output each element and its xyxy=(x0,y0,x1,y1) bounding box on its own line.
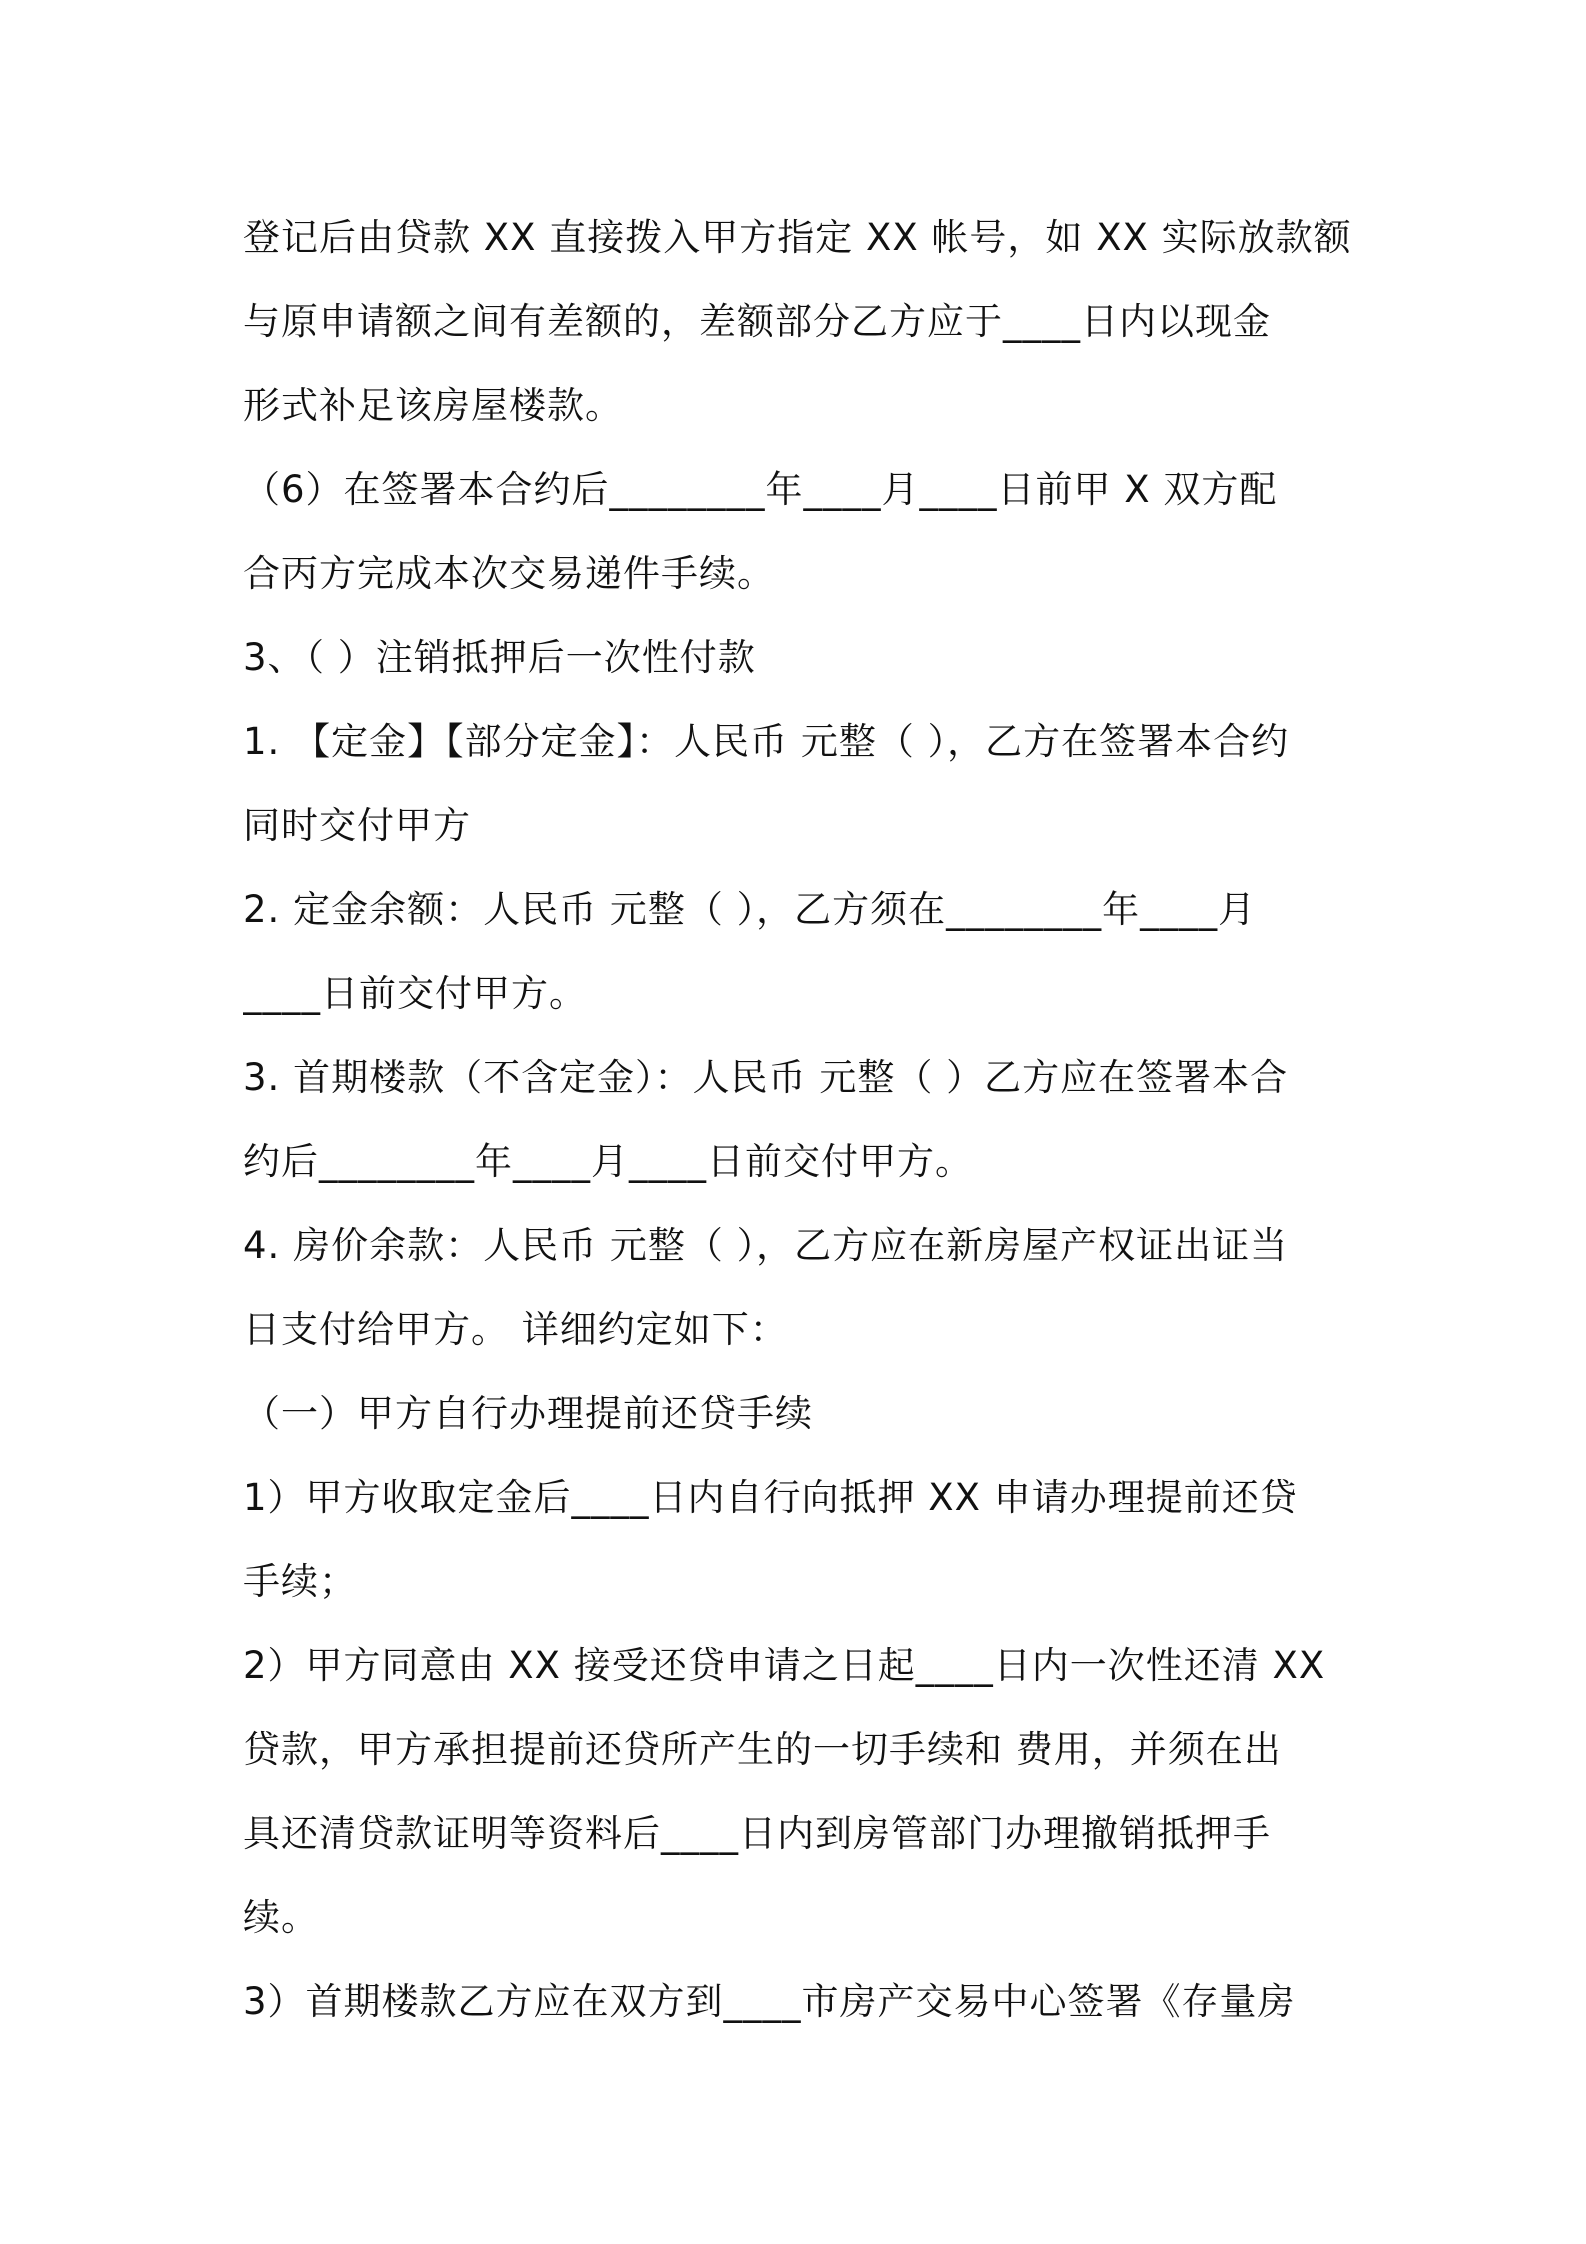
text-line: ____日前交付甲方。 xyxy=(243,972,587,1015)
text-line: 1）甲方收取定金后____日内自行向抵押 XX 申请办理提前还贷 xyxy=(243,1476,1298,1519)
text-line: 形式补足该房屋楼款。 xyxy=(243,384,623,427)
text-line: 4. 房价余款：人民币 元整（ ），乙方应在新房屋产权证出证当 xyxy=(243,1224,1289,1267)
text-line: 手续； xyxy=(243,1560,357,1603)
text-line: （6）在签署本合约后________年____月____日前甲 X 双方配 xyxy=(243,468,1278,511)
text-line: 1. 【定金】【部分定金】：人民币 元整（ ），乙方在签署本合约 xyxy=(243,720,1290,763)
text-line: 具还清贷款证明等资料后____日内到房管部门办理撤销抵押手 xyxy=(243,1812,1271,1855)
text-line: 约后________年____月____日前交付甲方。 xyxy=(243,1140,973,1183)
subsection-heading: （一）甲方自行办理提前还贷手续 xyxy=(243,1392,813,1435)
text-line: 同时交付甲方 xyxy=(243,804,471,847)
text-line: 日支付给甲方。 详细约定如下： xyxy=(243,1308,788,1351)
section-heading: 3、（ ）注销抵押后一次性付款 xyxy=(243,636,756,679)
text-line: 2）甲方同意由 XX 接受还贷申请之日起____日内一次性还清 XX xyxy=(243,1644,1326,1687)
document-body xyxy=(243,196,1353,2044)
text-line: 贷款，甲方承担提前还贷所产生的一切手续和 费用，并须在出 xyxy=(243,1728,1282,1771)
text-line: 3. 首期楼款（不含定金）：人民币 元整（ ）乙方应在签署本合 xyxy=(243,1056,1289,1099)
text-line: 2. 定金余额：人民币 元整（ ），乙方须在________年____月 xyxy=(243,888,1257,931)
text-line: 合丙方完成本次交易递件手续。 xyxy=(243,552,775,595)
text-line: 续。 xyxy=(243,1896,319,1939)
text-line: 与原申请额之间有差额的，差额部分乙方应于____日内以现金 xyxy=(243,300,1271,343)
text-line: 登记后由贷款 XX 直接拨入甲方指定 XX 帐号，如 XX 实际放款额 xyxy=(243,216,1352,259)
text-line: 3）首期楼款乙方应在双方到____市房产交易中心签署《存量房 xyxy=(243,1980,1296,2023)
